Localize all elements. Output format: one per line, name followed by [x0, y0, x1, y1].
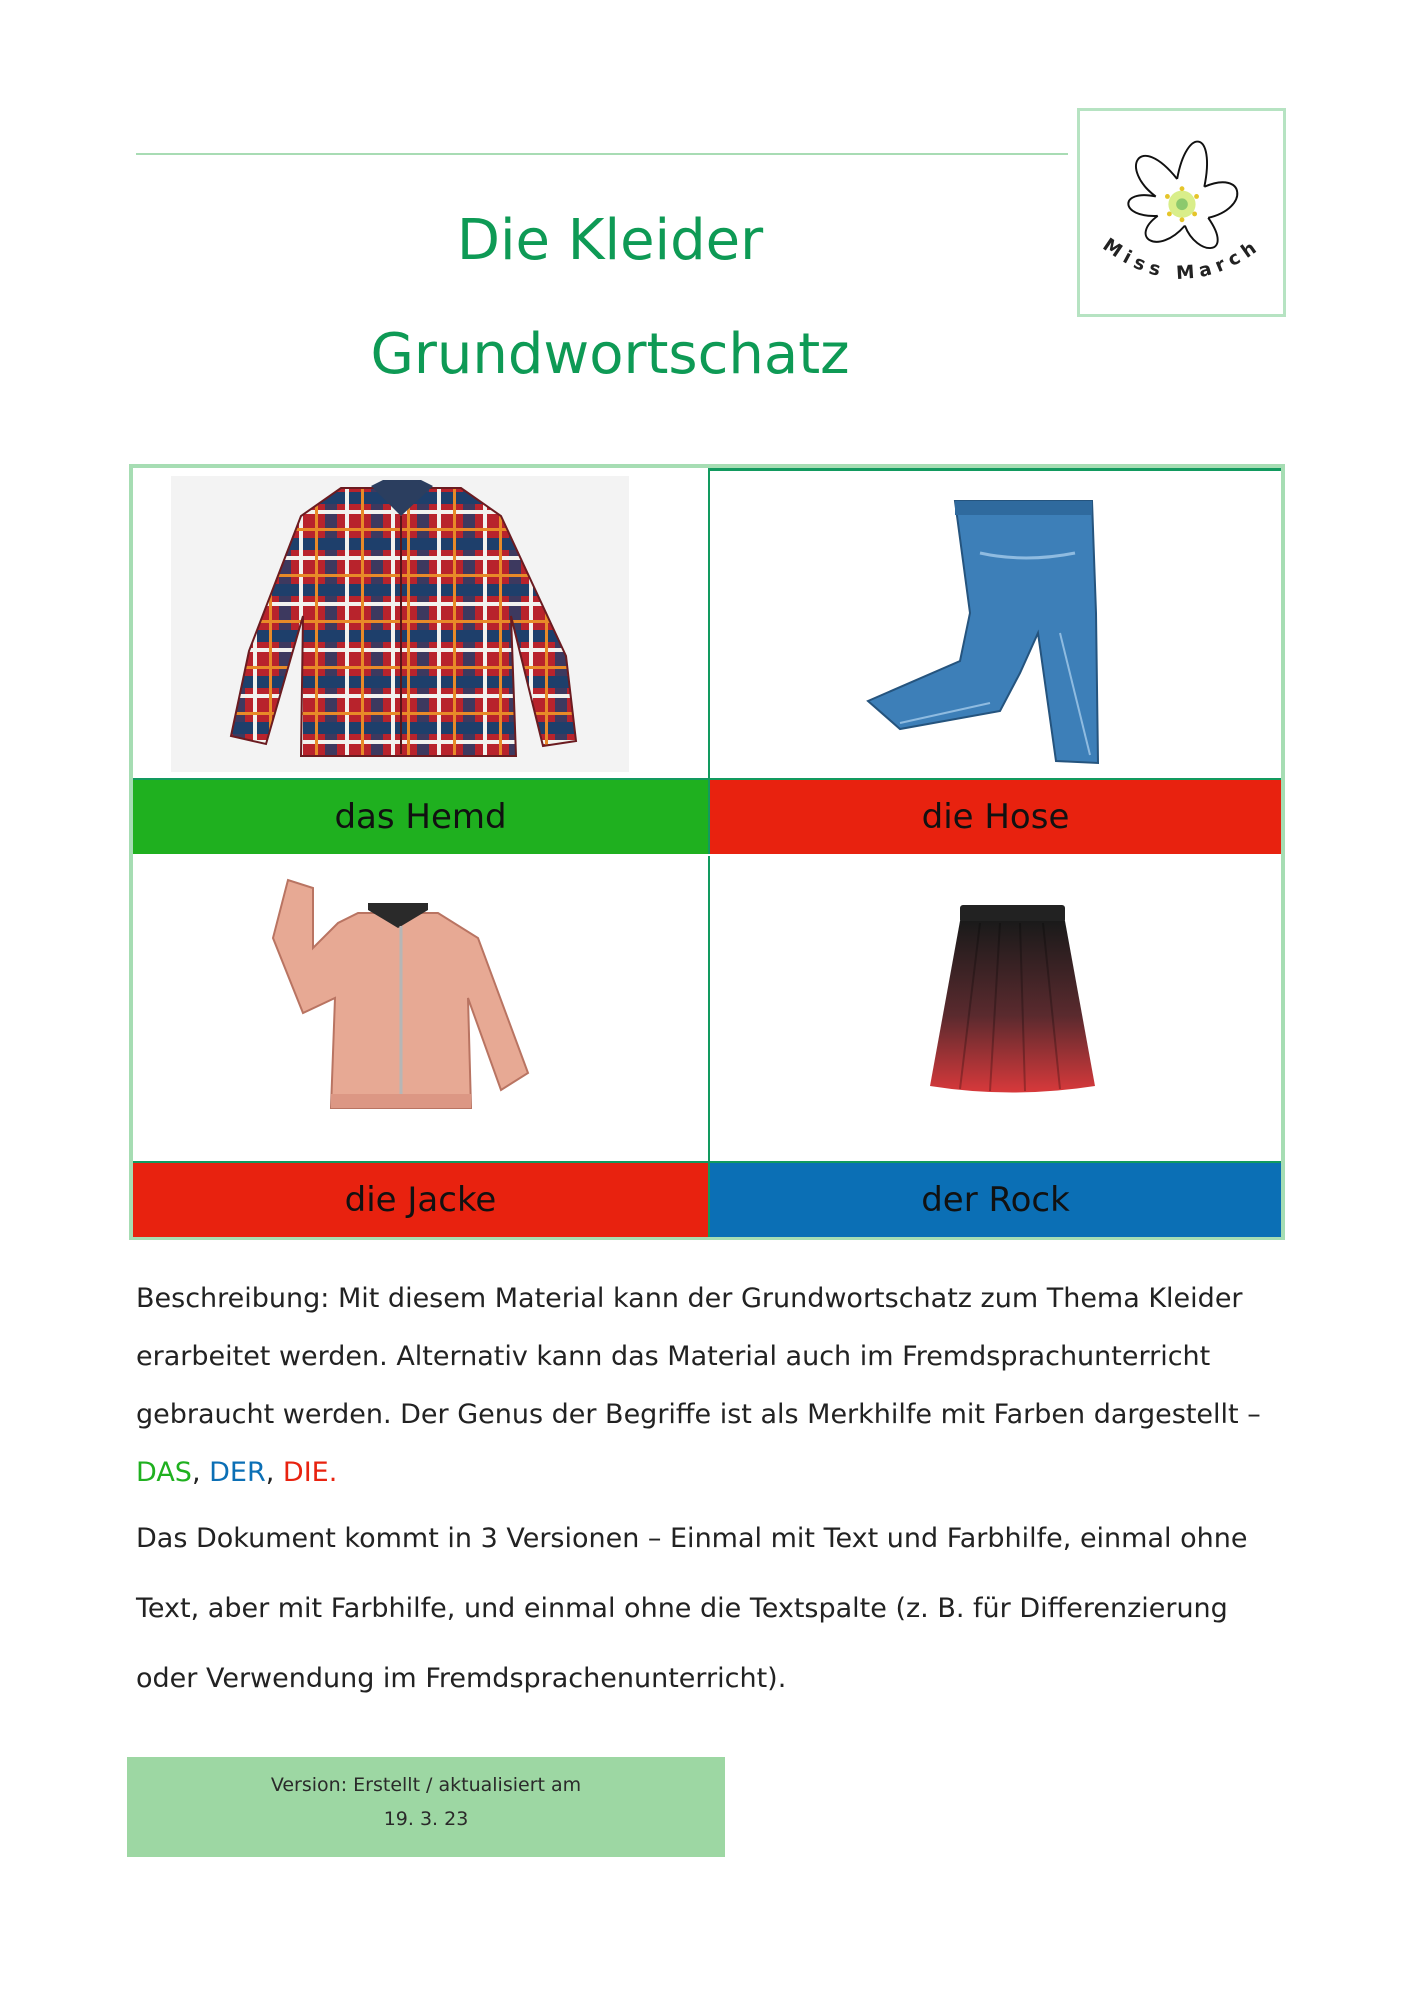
- gender-die: DIE.: [282, 1457, 338, 1488]
- version-label: Version: Erstellt / aktualisiert am: [270, 1774, 582, 1796]
- logo-text: Miss March: [1098, 234, 1266, 285]
- gender-der: DER: [209, 1457, 266, 1488]
- vocab-label-hose: [708, 778, 1281, 854]
- vocab-label-hemd: [133, 778, 708, 854]
- card-image-cell: [133, 856, 708, 1161]
- description: [136, 1270, 1286, 1714]
- vocab-word: die Jacke: [344, 1180, 497, 1220]
- card-image-cell: [708, 468, 1281, 778]
- jeans-icon: [860, 493, 1150, 765]
- vocab-word: der Rock: [921, 1180, 1070, 1220]
- page-subtitle: Grundwortschatz: [370, 322, 850, 387]
- card-image-cell: [708, 856, 1281, 1161]
- header-rule: [136, 153, 1068, 155]
- description-text: Beschreibung: Mit diesem Material kann der Grundwortschatz zum Thema Kleider erarbeitet werden. Alternativ kann das Material auch im Fremdsprachunterricht gebraucht werden. Der Genus der Begriffe ist als Merkhilfe mit Farben dargestellt –: [136, 1283, 1261, 1430]
- plaid-shirt-icon: [171, 476, 629, 772]
- jacket-icon: [263, 868, 533, 1118]
- card-image-cell: [133, 468, 708, 778]
- separator: ,: [265, 1457, 283, 1488]
- version-box: [127, 1757, 725, 1857]
- page-title: Die Kleider: [456, 208, 764, 273]
- separator: ,: [191, 1457, 210, 1488]
- vocab-word: das Hemd: [334, 797, 507, 837]
- vocabulary-grid: [129, 464, 1285, 1240]
- skirt-icon: [925, 901, 1100, 1096]
- version-date: 19. 3. 23: [383, 1808, 469, 1830]
- vocab-label-rock: [708, 1161, 1281, 1237]
- description-paragraph: [136, 1270, 1286, 1502]
- vocab-word: die Hose: [921, 797, 1070, 837]
- vocab-label-jacke: [133, 1161, 708, 1237]
- versions-paragraph: Das Dokument kommt in 3 Versionen – Einmal mit Text und Farbhilfe, einmal ohne Text, aber mit Farbhilfe, und einmal ohne die Textspalte (z. B. für Differenzierung oder Verwendung im Fremdsprachenunterricht).: [136, 1523, 1248, 1694]
- gender-das: DAS: [136, 1457, 192, 1488]
